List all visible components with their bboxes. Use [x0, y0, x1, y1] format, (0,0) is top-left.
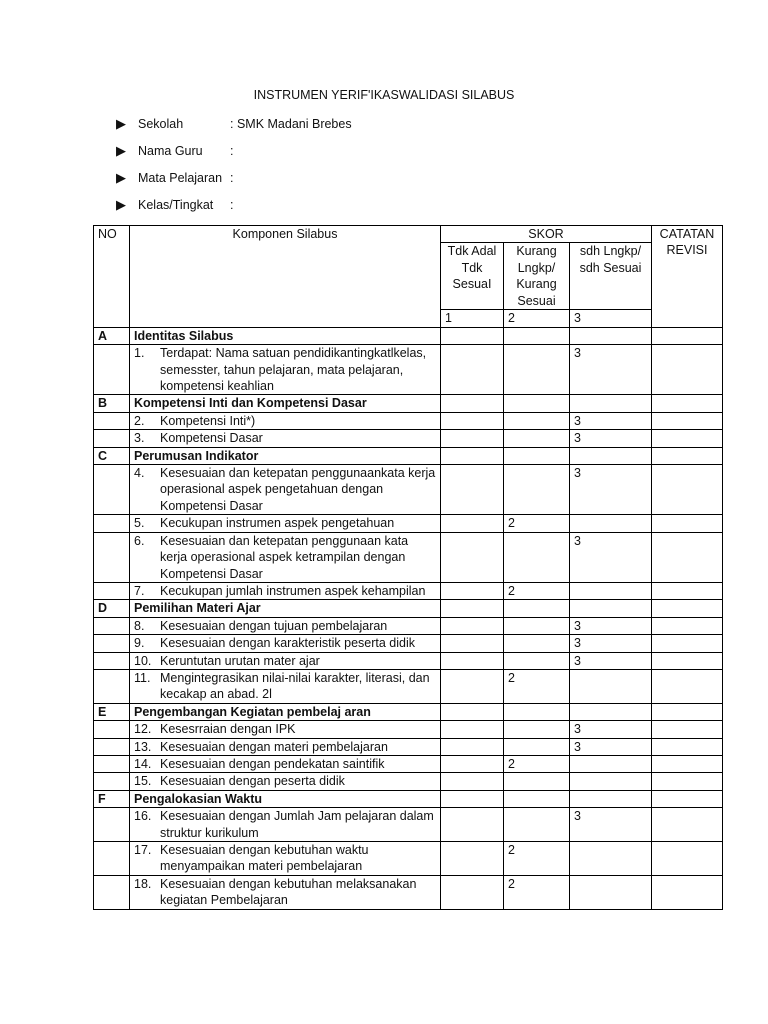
list-item — [134, 721, 436, 737]
score-2-cell: 2 — [504, 669, 570, 703]
info-label: Kelas/Tingkat — [138, 198, 214, 212]
empty-cell — [570, 395, 652, 412]
section-code: E — [94, 703, 130, 720]
empty-cell — [652, 703, 723, 720]
item-number: 3. — [134, 431, 145, 446]
catatan-cell — [652, 635, 723, 652]
empty-cell — [94, 532, 130, 582]
table-row — [94, 532, 723, 582]
empty-cell — [570, 327, 652, 344]
table-row — [94, 773, 723, 790]
item-cell — [130, 669, 441, 703]
item-number: 2. — [134, 413, 145, 428]
item-text: Kompetensi Inti*) — [160, 413, 256, 428]
info-value: : SMK Madani Brebes — [230, 117, 352, 131]
empty-cell — [94, 721, 130, 738]
score-1-cell — [441, 875, 504, 909]
bullet-arrow-icon: ▶ — [116, 116, 126, 131]
empty-cell — [94, 773, 130, 790]
info-label: Nama Guru — [138, 144, 203, 158]
score-3-cell: 3 — [570, 617, 652, 634]
empty-cell — [94, 808, 130, 842]
item-text: Kesesuaian dengan pendekatan saintifik — [160, 756, 385, 771]
score-2-cell — [504, 652, 570, 669]
section-row — [94, 600, 723, 617]
item-cell — [130, 617, 441, 634]
empty-cell — [94, 875, 130, 909]
item-number: 18. — [134, 876, 152, 891]
item-cell — [130, 635, 441, 652]
score-2-cell: 2 — [504, 755, 570, 772]
catatan-cell — [652, 721, 723, 738]
list-item — [134, 413, 436, 429]
empty-cell — [94, 345, 130, 395]
score-3-cell: 3 — [570, 430, 652, 447]
skor-col-2-label: Kurang Lngkp/ Kurang Sesuai — [504, 243, 570, 310]
score-1-cell — [441, 842, 504, 876]
score-1-cell — [441, 652, 504, 669]
score-3-cell — [570, 515, 652, 532]
score-3-cell: 3 — [570, 465, 652, 515]
score-1-cell — [441, 738, 504, 755]
item-text: Mengintegrasikan nilai-nilai karakter, literasi, dan kecakap an abad. 2l — [160, 670, 430, 702]
empty-cell — [504, 703, 570, 720]
empty-cell — [570, 600, 652, 617]
score-1-cell — [441, 669, 504, 703]
item-text: Kecukupan instrumen aspek pengetahuan — [160, 516, 395, 531]
document-title: INSTRUMEN YERIF'IKASWALIDASI SILABUS — [253, 88, 515, 102]
info-row-sekolah — [116, 114, 352, 134]
list-item — [134, 756, 436, 772]
list-item — [134, 773, 436, 789]
empty-cell — [441, 447, 504, 464]
skor-col-1-number: 1 — [441, 310, 504, 327]
item-text: Kesesuaian dengan Jumlah Jam pelajaran dalam struktur kurikulum — [160, 809, 434, 840]
item-cell — [130, 842, 441, 876]
list-item — [134, 583, 436, 599]
item-text: Kesesuaian dan ketepatan penggunaankata kerja operasional aspek pengetahuan dengan Kompetensi Dasar — [160, 466, 436, 513]
item-cell — [130, 773, 441, 790]
empty-cell — [441, 790, 504, 807]
score-2-cell: 2 — [504, 582, 570, 599]
skor-col-3-number: 3 — [570, 310, 652, 327]
section-title: Pengalokasian Waktu — [130, 790, 441, 807]
info-row-nama-guru — [116, 141, 233, 161]
item-cell — [130, 875, 441, 909]
list-item — [134, 842, 436, 875]
table-row — [94, 842, 723, 876]
score-1-cell — [441, 515, 504, 532]
item-number: 11. — [134, 670, 151, 685]
empty-cell — [652, 327, 723, 344]
empty-cell — [441, 327, 504, 344]
item-text: Keruntutan urutan mater ajar — [160, 653, 320, 668]
item-cell — [130, 652, 441, 669]
catatan-cell — [652, 808, 723, 842]
table-row — [94, 345, 723, 395]
empty-cell — [94, 582, 130, 599]
score-2-cell — [504, 532, 570, 582]
catatan-cell — [652, 465, 723, 515]
score-3-cell: 3 — [570, 721, 652, 738]
item-number: 15. — [134, 774, 152, 789]
score-3-cell: 3 — [570, 652, 652, 669]
empty-cell — [94, 465, 130, 515]
item-cell — [130, 755, 441, 772]
table-row — [94, 808, 723, 842]
score-3-cell — [570, 773, 652, 790]
item-cell — [130, 721, 441, 738]
empty-cell — [94, 738, 130, 755]
item-number: 16. — [134, 809, 152, 824]
empty-cell — [94, 635, 130, 652]
score-3-cell: 3 — [570, 808, 652, 842]
item-cell — [130, 532, 441, 582]
empty-cell — [94, 617, 130, 634]
empty-cell — [441, 600, 504, 617]
table-row — [94, 875, 723, 909]
empty-cell — [94, 412, 130, 429]
item-number: 7. — [134, 583, 145, 598]
skor-header: SKOR — [441, 226, 652, 243]
item-cell — [130, 412, 441, 429]
score-3-cell — [570, 582, 652, 599]
score-1-cell — [441, 635, 504, 652]
score-1-cell — [441, 808, 504, 842]
item-number: 10. — [134, 653, 152, 668]
section-code: D — [94, 600, 130, 617]
no-header: NO — [94, 226, 130, 328]
score-1-cell — [441, 773, 504, 790]
section-title: Perumusan Indikator — [130, 447, 441, 464]
item-text: Kecukupan jumlah instrumen aspek kehampilan — [160, 583, 426, 598]
item-cell — [130, 430, 441, 447]
silabus-table — [93, 225, 723, 910]
section-row — [94, 790, 723, 807]
item-number: 5. — [134, 516, 145, 531]
section-code: B — [94, 395, 130, 412]
item-number: 14. — [134, 756, 152, 771]
item-number: 12. — [134, 722, 152, 737]
score-3-cell: 3 — [570, 738, 652, 755]
empty-cell — [504, 327, 570, 344]
empty-cell — [652, 790, 723, 807]
catatan-cell — [652, 617, 723, 634]
table-row — [94, 635, 723, 652]
catatan-cell — [652, 773, 723, 790]
score-2-cell: 2 — [504, 875, 570, 909]
score-1-cell — [441, 412, 504, 429]
catatan-cell — [652, 842, 723, 876]
empty-cell — [94, 515, 130, 532]
item-text: Kesesuaian dengan tujuan pembelajaran — [160, 618, 388, 633]
info-row-kelas-tingkat — [116, 195, 233, 215]
item-number: 8. — [134, 618, 145, 633]
list-item — [134, 876, 436, 909]
empty-cell — [94, 669, 130, 703]
item-text: Kesesuaian dengan kebutuhan melaksanakan kegiatan Pembelajaran — [160, 876, 417, 908]
table-row — [94, 738, 723, 755]
table-row — [94, 412, 723, 429]
score-1-cell — [441, 430, 504, 447]
catatan-cell — [652, 582, 723, 599]
score-3-cell — [570, 755, 652, 772]
empty-cell — [94, 652, 130, 669]
score-1-cell — [441, 617, 504, 634]
item-cell — [130, 345, 441, 395]
bullet-arrow-icon: ▶ — [116, 143, 126, 158]
item-cell — [130, 808, 441, 842]
item-text: Kesesrraian dengan IPK — [160, 722, 296, 737]
score-2-cell: 2 — [504, 515, 570, 532]
info-value: : — [230, 144, 234, 158]
section-code: C — [94, 447, 130, 464]
komponen-header: Komponen Silabus — [130, 226, 441, 328]
list-item — [134, 533, 436, 582]
item-number: 1. — [134, 346, 145, 361]
section-row — [94, 395, 723, 412]
score-3-cell: 3 — [570, 345, 652, 395]
table-row — [94, 721, 723, 738]
empty-cell — [652, 447, 723, 464]
table-row — [94, 515, 723, 532]
item-cell — [130, 515, 441, 532]
item-text: Terdapat: Nama satuan pendidikantingkatlkelas, semesster, tahun pelajaran, mata pelajaran, kompetensi keahlian — [160, 346, 427, 394]
catatan-cell — [652, 652, 723, 669]
empty-cell — [94, 755, 130, 772]
item-number: 4. — [134, 466, 145, 481]
empty-cell — [652, 395, 723, 412]
item-text: Kesesuaian dan ketepatan penggunaan kata kerja operasional aspek ketrampilan dengan Kompetensi Dasar — [160, 533, 409, 581]
list-item — [134, 345, 436, 394]
catatan-cell — [652, 412, 723, 429]
list-item — [134, 739, 436, 755]
empty-cell — [441, 703, 504, 720]
list-item — [134, 515, 436, 531]
item-text: Kesesuaian dengan peserta didik — [160, 774, 345, 789]
score-1-cell — [441, 755, 504, 772]
empty-cell — [570, 790, 652, 807]
score-1-cell — [441, 345, 504, 395]
catatan-cell — [652, 669, 723, 703]
catatan-cell — [652, 532, 723, 582]
list-item — [134, 653, 436, 669]
skor-col-1-label: Tdk Adal Tdk SesuaI — [441, 243, 504, 310]
item-cell — [130, 465, 441, 515]
empty-cell — [652, 600, 723, 617]
catatan-cell — [652, 515, 723, 532]
info-value: : — [230, 198, 234, 212]
section-row — [94, 447, 723, 464]
score-2-cell — [504, 738, 570, 755]
info-label: Sekolah — [138, 117, 184, 131]
item-text: Kesesuaian dengan karakteristik peserta didik — [160, 636, 416, 651]
list-item — [134, 670, 436, 703]
section-row — [94, 327, 723, 344]
skor-col-3-label: sdh Lngkp/ sdh Sesuai — [570, 243, 652, 310]
score-2-cell: 2 — [504, 842, 570, 876]
catatan-cell — [652, 738, 723, 755]
score-2-cell — [504, 465, 570, 515]
empty-cell — [570, 447, 652, 464]
score-2-cell — [504, 773, 570, 790]
bullet-arrow-icon: ▶ — [116, 197, 126, 212]
score-1-cell — [441, 465, 504, 515]
section-row — [94, 703, 723, 720]
catatan-cell — [652, 345, 723, 395]
table-row — [94, 430, 723, 447]
header-row — [94, 226, 723, 243]
empty-cell — [570, 703, 652, 720]
score-2-cell — [504, 617, 570, 634]
table-row — [94, 669, 723, 703]
section-title: Pengembangan Kegiatan pembelaj aran — [130, 703, 441, 720]
catatan-cell — [652, 875, 723, 909]
list-item — [134, 430, 436, 446]
skor-col-2-number: 2 — [504, 310, 570, 327]
score-2-cell — [504, 635, 570, 652]
score-3-cell — [570, 842, 652, 876]
item-text: Kesesuaian dengan kebutuhan waktu menyampaikan materi pembelajaran — [160, 843, 369, 874]
score-3-cell — [570, 875, 652, 909]
score-3-cell: 3 — [570, 635, 652, 652]
item-text: Kesesuaian dengan materi pembelajaran — [160, 739, 388, 754]
list-item — [134, 635, 436, 651]
bullet-arrow-icon: ▶ — [116, 170, 126, 185]
catatan-cell — [652, 430, 723, 447]
empty-cell — [94, 430, 130, 447]
score-1-cell — [441, 532, 504, 582]
empty-cell — [504, 790, 570, 807]
item-cell — [130, 582, 441, 599]
score-3-cell: 3 — [570, 532, 652, 582]
score-1-cell — [441, 582, 504, 599]
info-row-mata-pelajaran — [116, 168, 233, 188]
item-number: 6. — [134, 533, 145, 548]
empty-cell — [504, 600, 570, 617]
item-number: 17. — [134, 843, 152, 857]
section-title: Identitas Silabus — [130, 327, 441, 344]
score-3-cell: 3 — [570, 412, 652, 429]
score-2-cell — [504, 808, 570, 842]
score-2-cell — [504, 345, 570, 395]
info-label: Mata Pelajaran — [138, 171, 223, 185]
table-row — [94, 617, 723, 634]
item-text: Kompetensi Dasar — [160, 431, 263, 446]
score-2-cell — [504, 721, 570, 738]
section-code: A — [94, 327, 130, 344]
list-item — [134, 618, 436, 634]
score-1-cell — [441, 721, 504, 738]
list-item — [134, 808, 436, 841]
item-number: 13. — [134, 739, 152, 754]
catatan-header: CATATAN REVISI — [652, 226, 723, 328]
section-code: F — [94, 790, 130, 807]
info-value: : — [230, 171, 234, 185]
table-row — [94, 465, 723, 515]
item-cell — [130, 738, 441, 755]
catatan-cell — [652, 755, 723, 772]
table-row — [94, 755, 723, 772]
empty-cell — [504, 395, 570, 412]
table-row — [94, 652, 723, 669]
empty-cell — [504, 447, 570, 464]
empty-cell — [94, 842, 130, 876]
score-3-cell — [570, 669, 652, 703]
item-number: 9. — [134, 636, 145, 651]
score-2-cell — [504, 430, 570, 447]
section-title: Pemilihan Materi Ajar — [130, 600, 441, 617]
list-item — [134, 465, 436, 514]
section-title: Kompetensi Inti dan Kompetensi Dasar — [130, 395, 441, 412]
score-2-cell — [504, 412, 570, 429]
table-row — [94, 582, 723, 599]
empty-cell — [441, 395, 504, 412]
